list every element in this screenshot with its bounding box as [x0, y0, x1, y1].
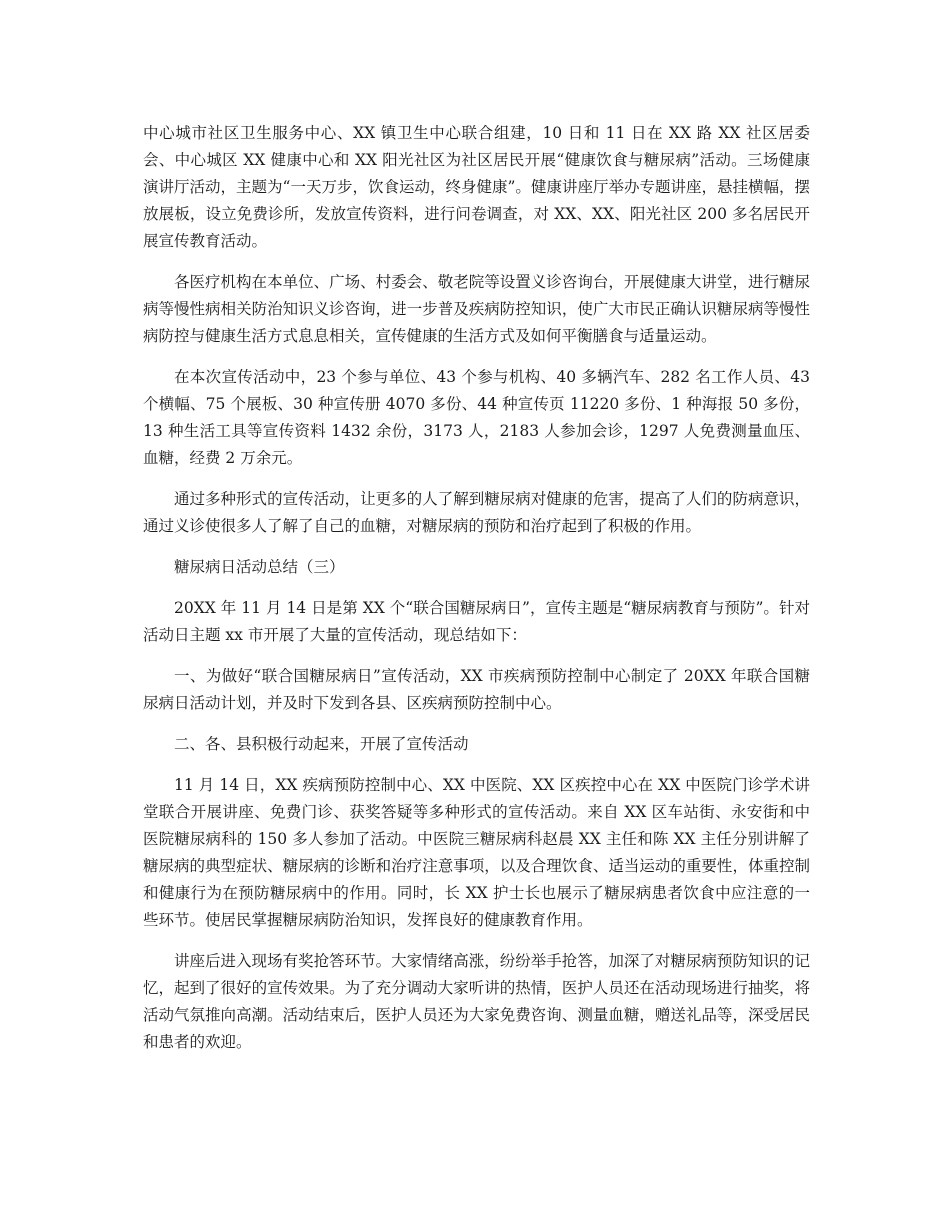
paragraph-intro: 20XX 年 11 月 14 日是第 XX 个“联合国糖尿病日”，宣传主题是“糖尿病教育与预防”。针对活动日主题 xx 市开展了大量的宣传活动，现总结如下：	[143, 599, 810, 644]
section-heading: 糖尿病日活动总结（三）	[174, 558, 345, 576]
paragraph-item-one: 一、为做好“联合国糖尿病日”宣传活动，XX 市疾病预防控制中心制定了 20XX 年联合国糖尿病日活动计划，并及时下发到各县、区疾病预防控制中心。	[143, 667, 810, 712]
paragraph-statistics: 在本次宣传活动中，23 个参与单位、43 个参与机构、40 多辆汽车、282 名工作人员、43 个横幅、75 个展板、30 种宣传册 4070 多份、44 种宣传页 11220 多份、1 种海报 50 多份，13 种生活工具等宣传资料 1432 余份，3173 人，2183 人参加会诊，1297 人免费测量血压、血糖，经费 2 万余元。	[143, 368, 810, 467]
paragraph-free-clinic: 各医疗机构在本单位、广场、村委会、敬老院等设置义诊咨询台，开展健康大讲堂，进行糖尿病等慢性病相关防治知识义诊咨询，进一步普及疾病防控知识，使广大市民正确认识糖尿病等慢性病防控与健康生活方式息息相关，宣传健康的生活方式及如何平衡膳食与适量运动。	[143, 273, 810, 345]
document-body	[143, 120, 810, 1070]
paragraph-quiz: 讲座后进入现场有奖抢答环节。大家情绪高涨，纷纷举手抢答，加深了对糖尿病预防知识的记忆，起到了很好的宣传效果。为了充分调动大家听讲的热情，医护人员还在活动现场进行抽奖，将活动气氛推向高潮。活动结束后，医护人员还为大家免费咨询、测量血糖，赠送礼品等，深受居民和患者的欢迎。	[143, 952, 810, 1051]
paragraph-lecture: 11 月 14 日，XX 疾病预防控制中心、XX 中医院、XX 区疾控中心在 XX 中医院门诊学术讲堂联合开展讲座、免费门诊、获奖答疑等多种形式的宣传活动。来自 XX 区车站街、永安街和中医院糖尿病科的 150 多人参加了活动。中医院三糖尿病科赵晨 XX 主任和陈 XX 主任分别讲解了糖尿病的典型症状、糖尿病的诊断和治疗注意事项，以及合理饮食、适当运动的重要性，体重控制和健康行为在预防糖尿病中的作用。同时，长 XX 护士长也展示了糖尿病患者饮食中应注意的一些环节。使居民掌握糖尿病防治知识，发挥良好的健康教育作用。	[143, 776, 810, 929]
paragraph-continued: 中心城市社区卫生服务中心、XX 镇卫生中心联合组建，10 日和 11 日在 XX 路 XX 社区居委会、中心城区 XX 健康中心和 XX 阳光社区为社区居民开展“健康饮食与糖尿病”活动。三场健康演讲厅活动，主题为“一天万步，饮食运动，终身健康”。健康讲座厅举办专题讲座，悬挂横幅，摆放展板，设立免费诊所，发放宣传资料，进行问卷调查，对 XX、XX、阳光社区 200 多名居民开展宣传教育活动。	[143, 124, 810, 250]
paragraph-item-two: 二、各、县积极行动起来，开展了宣传活动	[174, 735, 469, 753]
paragraph-outcome: 通过多种形式的宣传活动，让更多的人了解到糖尿病对健康的危害，提高了人们的防病意识，通过义诊使很多人了解了自己的血糖，对糖尿病的预防和治疗起到了积极的作用。	[143, 490, 810, 535]
